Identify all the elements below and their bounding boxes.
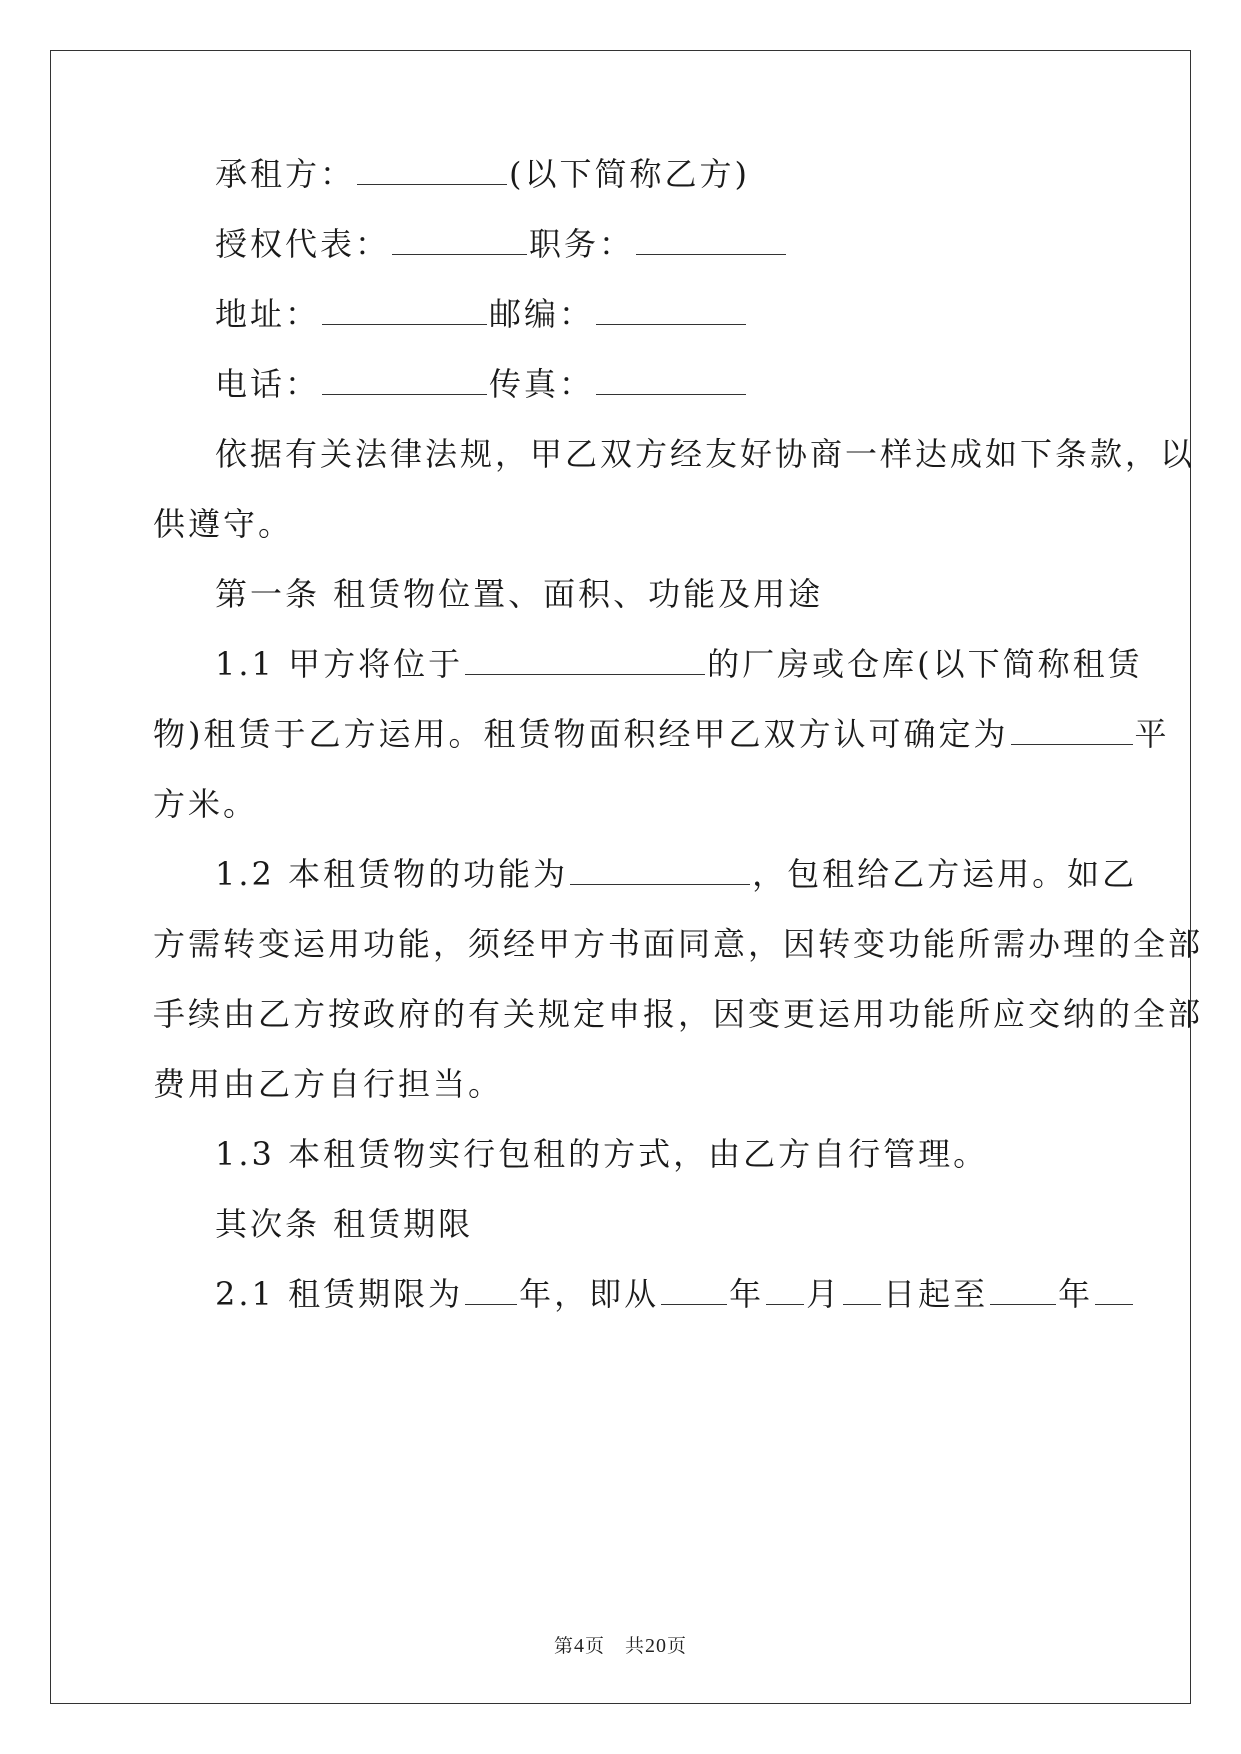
postcode-label: 邮编：	[489, 295, 595, 333]
phone-label: 电话：	[215, 365, 321, 403]
clause-1-1-line-1	[215, 644, 1143, 684]
lessee-label: 承租方：	[215, 155, 356, 193]
start-day-blank	[843, 1303, 881, 1305]
article-2-heading: 其次条 租赁期限	[215, 1205, 474, 1243]
address-line	[215, 294, 748, 334]
position-blank	[636, 253, 786, 255]
representative-blank	[392, 253, 527, 255]
clause-2-1-text-f: 年	[1058, 1275, 1094, 1313]
clause-1-2-line-1	[215, 854, 1137, 894]
page-number: 4	[573, 1635, 585, 1657]
term-years-blank	[465, 1303, 517, 1305]
clause-1-1-line-2	[153, 714, 1170, 754]
clause-2-1-text-a: 2.1 租赁期限为	[215, 1275, 464, 1313]
clause-2-1-text-b: 年，即从	[519, 1275, 660, 1313]
position-label: 职务：	[529, 225, 635, 263]
function-blank	[570, 883, 750, 885]
clause-1-2-line-2: 方需转变运用功能，须经甲方书面同意，因转变功能所需办理的全部	[153, 925, 1204, 963]
address-label: 地址：	[215, 295, 321, 333]
page-footer	[0, 1631, 1241, 1658]
lessee-note: (以下简称乙方)	[509, 155, 750, 193]
clause-1-1-text-c: 物)租赁于乙方运用。租赁物面积经甲乙双方认可确定为	[153, 715, 1009, 753]
clause-1-3: 1.3 本租赁物实行包租的方式，由乙方自行管理。	[215, 1135, 989, 1173]
total-unit: 页	[667, 1636, 688, 1657]
postcode-blank	[596, 323, 746, 325]
lessee-line	[215, 154, 750, 194]
address-blank	[322, 323, 487, 325]
clause-1-2-line-3: 手续由乙方按政府的有关规定申报，因变更运用功能所应交纳的全部	[153, 995, 1204, 1033]
total-prefix: 共	[625, 1636, 646, 1657]
clause-2-1-text-c: 年	[729, 1275, 765, 1313]
article-1-heading: 第一条 租赁物位置、面积、功能及用途	[215, 575, 824, 613]
representative-label: 授权代表：	[215, 225, 391, 263]
phone-blank	[322, 393, 487, 395]
page-prefix: 第	[553, 1636, 574, 1657]
clause-1-1-line-3: 方米。	[153, 785, 259, 823]
end-year-blank	[990, 1303, 1056, 1305]
clause-1-1-text-b: 的厂房或仓库(以下简称租赁	[707, 645, 1143, 683]
clause-1-2-text-b: ，包租给乙方运用。如乙	[752, 855, 1138, 893]
area-blank	[1011, 743, 1133, 745]
representative-line	[215, 224, 788, 264]
start-month-blank	[766, 1303, 804, 1305]
total-pages: 20	[645, 1635, 668, 1657]
preamble-line-1: 依据有关法律法规，甲乙双方经友好协商一样达成如下条款，以	[215, 435, 1196, 473]
clause-2-1-text-d: 月	[806, 1275, 842, 1313]
fax-label: 传真：	[489, 365, 595, 403]
fax-blank	[596, 393, 746, 395]
phone-line	[215, 364, 748, 404]
page-unit: 页	[584, 1636, 605, 1657]
location-blank	[465, 673, 705, 675]
lessee-blank	[357, 183, 507, 185]
clause-2-1-line-1	[215, 1274, 1135, 1314]
clause-1-1-text-d: 平	[1134, 715, 1170, 753]
preamble-line-2: 供遵守。	[153, 505, 294, 543]
clause-1-2-line-4: 费用由乙方自行担当。	[153, 1065, 504, 1103]
clause-2-1-text-e: 日起至	[883, 1275, 989, 1313]
start-year-blank	[661, 1303, 727, 1305]
end-month-blank	[1095, 1303, 1133, 1305]
clause-1-2-text-a: 1.2 本租赁物的功能为	[215, 855, 569, 893]
clause-1-1-text-a: 1.1 甲方将位于	[215, 645, 464, 683]
